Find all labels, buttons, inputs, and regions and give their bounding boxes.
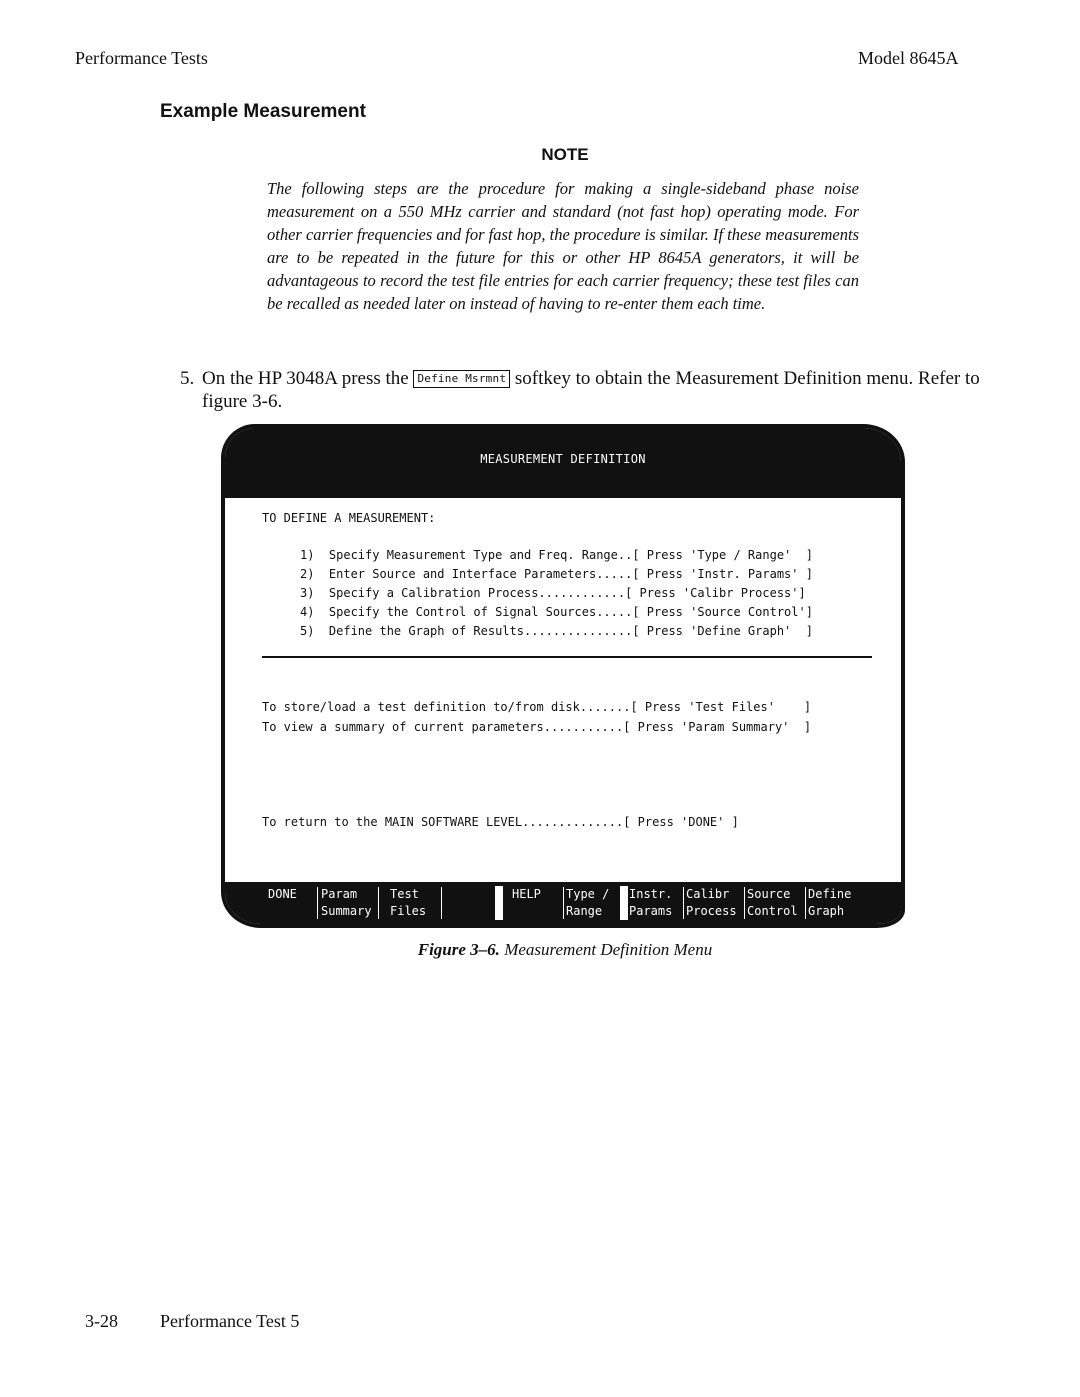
define-msrmnt-softkey-label: Define Msrmnt (413, 370, 510, 388)
menu-item-param-summary: To view a summary of current parameters...........[ Press 'Param Summary' ] (262, 720, 812, 734)
softkey-divider (563, 887, 564, 919)
page-number: 3-28 (85, 1311, 118, 1331)
section-title: Example Measurement (160, 101, 366, 122)
note-body: The following steps are the procedure for making a single-sideband phase noise measurement on a 550 MHz carrier and standard (not fast hop) operating mode. For other carrier frequencies and for fast hop, the procedure is similar. If these measurements are to be repeated in the future for this or other HP 8645A generators, it will be advantageous to record the test file entries for each carrier frequency; these test files can be recalled as needed later on instead of having to re-enter them each time. (267, 179, 859, 313)
softkey-divider (378, 887, 379, 919)
softkey-test-files[interactable]: Test Files (390, 887, 427, 918)
screen-divider (262, 656, 872, 658)
step-text-before: On the HP 3048A press the (202, 368, 409, 389)
softkey-done[interactable]: DONE (268, 887, 297, 901)
softkey-help[interactable]: HELP (512, 887, 541, 901)
menu-item-instr-params: 2) Enter Source and Interface Parameters.....[ Press 'Instr. Params' ] (300, 567, 813, 581)
softkey-divider (805, 887, 806, 919)
running-footer-title: Performance Test 5 (160, 1311, 300, 1331)
step-text-after: softkey to obtain the Measurement Definition menu. Refer to figure 3-6. (202, 368, 980, 412)
softkey-instr-params[interactable]: Instr. Params (629, 887, 673, 918)
softkey-type-range[interactable]: Type / Range (566, 887, 610, 918)
softkey-marker (495, 886, 503, 920)
figure-caption (0, 940, 1080, 960)
softkey-param-summary[interactable]: Param Summary (321, 887, 372, 918)
softkey-calibr-process[interactable]: Calibr Process (686, 887, 737, 918)
softkey-divider (683, 887, 684, 919)
figure-title: Measurement Definition Menu (504, 940, 713, 959)
note-title: NOTE (541, 145, 589, 164)
menu-item-source-control: 4) Specify the Control of Signal Sources.....[ Press 'Source Control'] (300, 605, 813, 619)
running-header-left: Performance Tests (75, 48, 208, 68)
softkey-divider (317, 887, 318, 919)
menu-item-define-graph: 5) Define the Graph of Results...............[ Press 'Define Graph' ] (300, 624, 813, 638)
softkey-bar (225, 882, 901, 924)
softkey-divider (744, 887, 745, 919)
softkey-marker (620, 886, 628, 920)
screen-title: MEASUREMENT DEFINITION (480, 452, 646, 466)
menu-item-test-files: To store/load a test definition to/from disk.......[ Press 'Test Files' ] (262, 700, 812, 714)
running-header-right: Model 8645A (858, 48, 959, 68)
softkey-divider (441, 887, 442, 919)
menu-item-done: To return to the MAIN SOFTWARE LEVEL..............[ Press 'DONE' ] (262, 815, 739, 829)
softkey-source-control[interactable]: Source Control (747, 887, 798, 918)
step-text (202, 367, 982, 413)
measurement-definition-screen (221, 424, 905, 928)
step-number: 5. (180, 368, 195, 389)
softkey-define-graph[interactable]: Define Graph (808, 887, 852, 918)
menu-item-type-range: 1) Specify Measurement Type and Freq. Range..[ Press 'Type / Range' ] (300, 548, 813, 562)
figure-label: Figure 3–6. (417, 940, 500, 959)
menu-item-calibr-process: 3) Specify a Calibration Process............[ Press 'Calibr Process'] (300, 586, 806, 600)
screen-title-bar (225, 428, 901, 498)
screen-heading: TO DEFINE A MEASUREMENT: (262, 511, 436, 525)
